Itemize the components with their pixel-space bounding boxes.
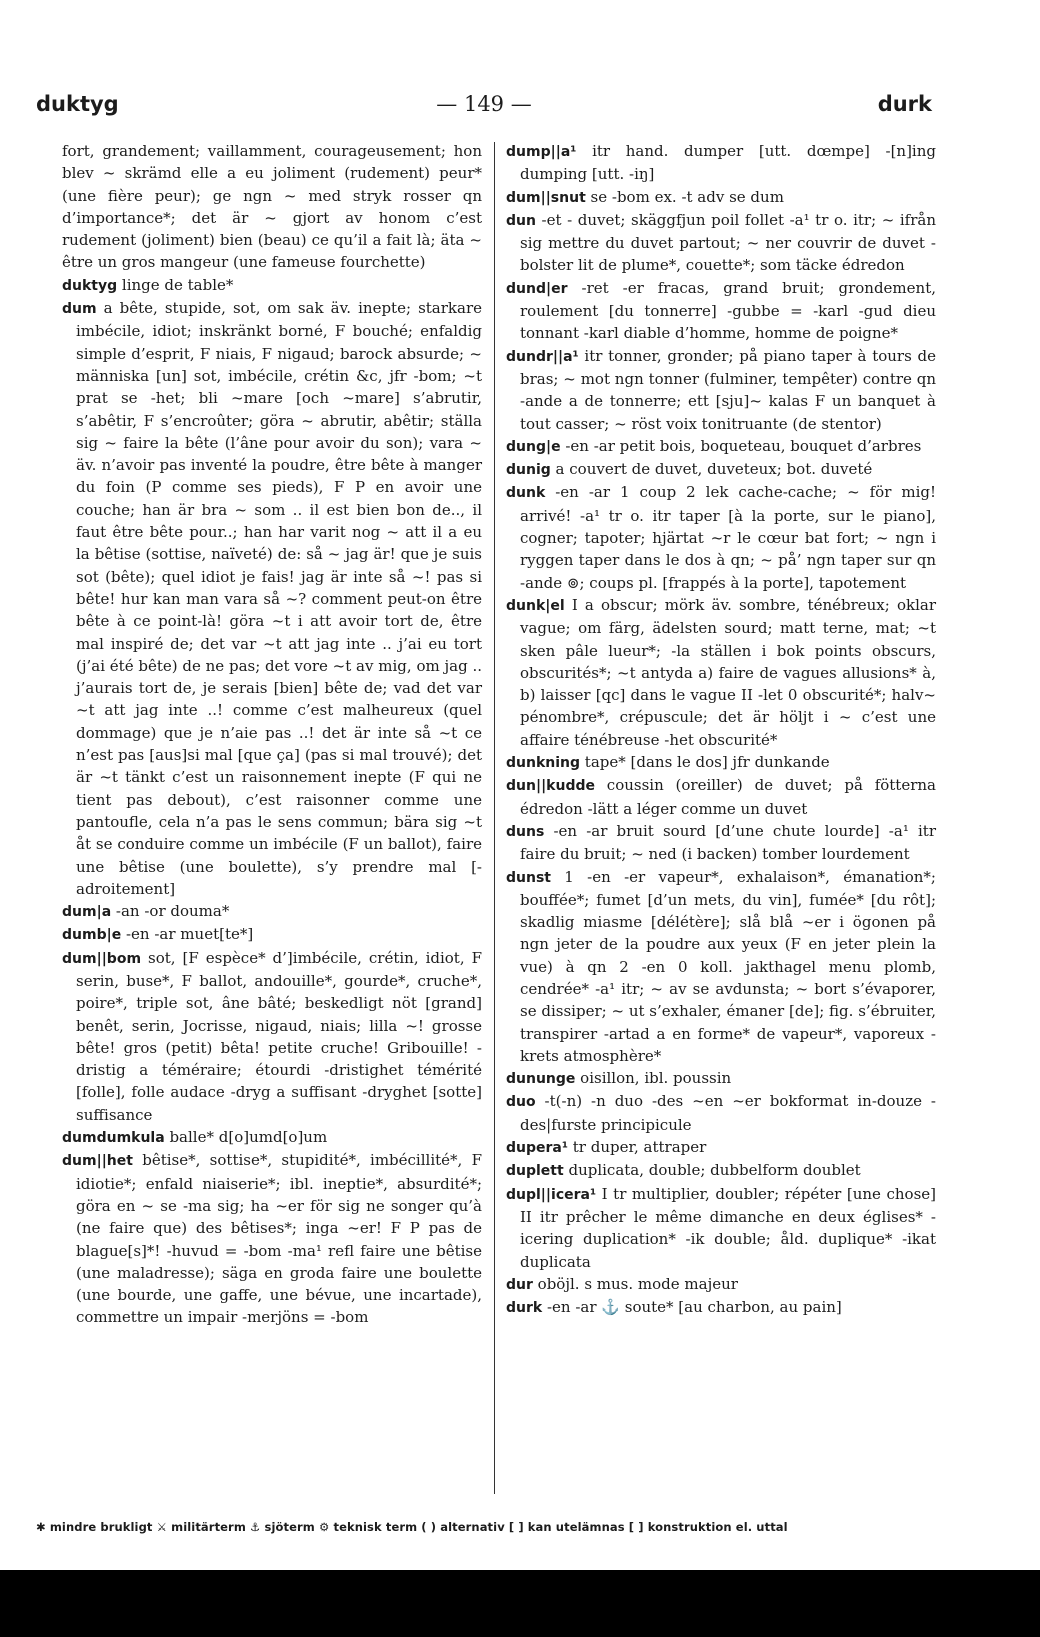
- entry-headword: duo: [506, 1094, 536, 1111]
- entry-text: itr hand. dumper [utt. dœmpe] -[n]ing dumping [utt. -iŋ]: [520, 142, 936, 184]
- entry-headword: dum||snut: [506, 189, 586, 206]
- entry-headword: dung|e: [506, 438, 561, 455]
- dictionary-entry: [506, 1136, 936, 1159]
- entry-headword: dump||a¹: [506, 144, 577, 160]
- dictionary-entry: [62, 274, 482, 297]
- dictionary-entry: [506, 1296, 936, 1319]
- entry-headword: dum||bom: [62, 950, 142, 967]
- entry-headword: duktyg: [62, 277, 118, 294]
- dictionary-entry: [506, 1090, 936, 1136]
- entry-text: duplicata, double; dubbelform doublet: [563, 1161, 861, 1180]
- entry-text: -an -or douma*: [111, 902, 230, 921]
- dictionary-entry: [506, 594, 936, 751]
- entry-text: linge de table*: [117, 275, 234, 294]
- entry-headword: dum: [62, 301, 97, 318]
- dictionary-entry: [506, 1183, 936, 1273]
- legend-footer: ✱ mindre brukligt ⚔ militärterm ⚓ sjöterm ⚙ teknisk term ( ) alternativ [ ] kan utelämnas [ ] konstruktion el. uttal: [36, 1520, 788, 1534]
- entry-text: oböjl. s mus. mode majeur: [532, 1274, 738, 1293]
- entry-text: balle* d[o]umd[o]um: [164, 1128, 328, 1147]
- dictionary-entry: [506, 820, 936, 866]
- entry-text: 1 -en -er vapeur*, exhalaison*, émanation*; bouffée*; fumet [d’un mets, du vin], fumée* [du rôt]; skadlig miasme [délétère]; slå blå ~er i ögonen på ngn jeter de la poudre aux yeux (F en jeter plein la vue) à qn 2 -en 0 koll. jakthagel menu plomb, cendrée* -a¹ itr; ~ av se avdunsta; ~ bort s’évaporer, se dissiper; ~ ut s’exhaler, émaner [de]; fig. s’ébruiter, transpirer -artad a en forme* de vapeur*, vaporeux -krets atmosphère*: [520, 867, 936, 1065]
- dictionary-entry: [62, 140, 482, 274]
- column-divider: [494, 142, 495, 1494]
- entry-headword: dunk: [506, 485, 546, 502]
- page-number: — 149 —: [436, 92, 532, 116]
- left-column: [62, 140, 482, 1329]
- dictionary-entry: [506, 1273, 936, 1296]
- entry-headword: dun: [506, 212, 536, 229]
- dictionary-entry: [506, 209, 936, 277]
- entry-text: -t(-n) -n duo -des ~en ~er bokformat in-douze -des|furste principicule: [520, 1092, 936, 1134]
- entry-text: -en -ar ⚓ soute* [au charbon, au pain]: [542, 1298, 842, 1317]
- scan-border: [0, 1570, 1040, 1637]
- dictionary-entry: [506, 1159, 936, 1182]
- entry-text: coussin (oreiller) de duvet; på fötterna édredon -lätt a léger comme un duvet: [520, 776, 936, 818]
- entry-text: -et - duvet; skäggfjun poil follet -a¹ tr o. itr; ~ ifrån sig mettre du duvet partout; ~ ner couvrir de duvet -bolster lit de plume*, couette*; som täcke édredon: [520, 210, 936, 275]
- entry-text: sot, [F espèce* d’]imbécile, crétin, idiot, F serin, buse*, F ballot, andouille*, gourde*, cruche*, poire*, triple sot, âne bâté; beskedligt nöt [grand] benêt, serin, Jocrisse, nigaud, niais; lilla ~! grosse bête! gros (petit) bêta! petite cruche! Gribouille! -dristig a téméraire; étourdi -dristighet témérité [folle], folle audace -dryg a suffisant -dryghet [sotte] suffisance: [76, 948, 482, 1124]
- entry-text: oisillon, ibl. poussin: [575, 1069, 732, 1088]
- dictionary-entry: [506, 345, 936, 435]
- header-last-word: durk: [877, 92, 932, 116]
- entry-headword: dun||kudde: [506, 778, 595, 795]
- entry-headword: dununge: [506, 1071, 576, 1088]
- dictionary-entry: [506, 140, 936, 186]
- entry-headword: duns: [506, 823, 545, 840]
- dictionary-entry: [62, 923, 482, 946]
- dictionary-entry: [62, 947, 482, 1126]
- dictionary-entry: [506, 481, 936, 593]
- entry-text: se -bom ex. -t adv se dum: [585, 187, 784, 206]
- dictionary-entry: [62, 297, 482, 900]
- entry-text: I tr multiplier, doubler; répéter [une chose] II itr prêcher le même dimanche en deux églises* -icering duplication* -ik double; åld. duplique* -ikat duplicata: [520, 1184, 936, 1271]
- entry-headword: dumb|e: [62, 927, 122, 944]
- dictionary-entry: [506, 435, 936, 458]
- entry-text: I a obscur; mörk äv. sombre, ténébreux; oklar vague; om färg, ädelsten sourd; matt terne, mat; ~t sken pâle lueur*; -la ställen i bok points obscurs, obscurités*; ~t antyda a) faire de vagues allusions* à, b) laisser [qc] dans le vague II -let 0 obscurité*; halv~ pénombre*, crépuscule; det är höljt i ~ c’est une affaire ténébreuse -het obscurité*: [520, 595, 936, 749]
- entry-text: -en -ar petit bois, boqueteau, bouquet d’arbres: [560, 436, 922, 455]
- dictionary-entry: [506, 458, 936, 481]
- entry-headword: dunk|el: [506, 597, 565, 614]
- entry-text: itr tonner, gronder; på piano taper à tours de bras; ~ mot ngn tonner (fulminer, tempêter) contre qn -ande a de tonnerre; ett [sju]~ kalas F un banquet à tout casser; ~ röst voix tonitruante (de stentor): [520, 346, 936, 433]
- entry-headword: dunst: [506, 869, 551, 886]
- entry-text: a couvert de duvet, duveteux; bot. duveté: [550, 460, 873, 479]
- entry-text: tape* [dans le dos] jfr dunkande: [580, 753, 830, 772]
- dictionary-entry: [506, 186, 936, 209]
- entry-text: -en -ar muet[te*]: [121, 925, 254, 944]
- entry-text: bêtise*, sottise*, stupidité*, imbécillité*, F idiotie*; enfald niaiserie*; ibl. ineptie*, absurdité*; göra en ~ se -ma sig; ha ~er för sig ne songer qu’à (ne faire que) des bêtises*; inga ~er! F P pas de blague[s]*! -huvud = -bom -ma¹ refl faire une bêtise (une maladresse); säga en groda faire une boulette (une bourde, une gaffe, une bévue, une incartade), commettre un impair -merjöns = -bom: [76, 1151, 482, 1327]
- header-first-word: duktyg: [36, 92, 119, 116]
- entry-headword: dundr||a¹: [506, 348, 579, 365]
- entry-text: -en -ar 1 coup 2 lek cache-cache; ~ för mig! arrivé! -a¹ tr o. itr taper [à la porte, sur le piano], cogner; tapoter; hjärtat ~r le cœur bat fort; ~ ngn i ryggen taper dans le dos à qn; ~ på’ ngn taper sur qn -ande ⊚; coups pl. [frappés à la porte], tapotement: [520, 483, 936, 592]
- dictionary-entry: [506, 751, 936, 774]
- right-column: [506, 140, 936, 1319]
- dictionary-entry: [62, 1126, 482, 1149]
- entry-headword: dumdumkula: [62, 1130, 165, 1147]
- entry-headword: dum||het: [62, 1153, 133, 1170]
- entry-headword: duplett: [506, 1163, 564, 1180]
- entry-text: fort, grandement; vaillamment, courageusement; hon blev ~ skrämd elle a eu joliment (rudement) peur* (une fière peur); ge ngn ~ med stryk rosser qn d’importance*; det är ~ gjort av honom c’est rudement (joliment) bien (beau) ce qu’il a fait là; äta ~ être un gros mangeur (une fameuse fourchette): [62, 142, 482, 272]
- entry-headword: dunig: [506, 462, 551, 479]
- entry-text: -en -ar bruit sourd [d’une chute lourde] -a¹ itr faire du bruit; ~ ned (i backen) tomber lourdement: [520, 821, 936, 864]
- dictionary-entry: [506, 774, 936, 820]
- dictionary-entry: [506, 277, 936, 345]
- dictionary-entry: [506, 1067, 936, 1090]
- dictionary-entry: [506, 866, 936, 1068]
- entry-headword: durk: [506, 1300, 543, 1317]
- entry-headword: dur: [506, 1276, 533, 1293]
- entry-text: a bête, stupide, sot, om sak äv. inepte; starkare imbécile, idiot; inskränkt borné, F bouché; enfaldig simple d’esprit, F niais, F nigaud; barock absurde; ~ människa [un] sot, imbécile, crétin &c, jfr -bom; ~t prat se -het; bli ~mare [och ~mare] s’abrutir, s’abêtir, F s’encroûter; göra ~ abrutir, abêtir; ställa sig ~ faire la bête (l’âne pour avoir du son); vara ~ äv. n’avoir pas inventé la poudre, être bête à manger du foin (P comme ses pieds), F P en avoir une couche; han är bra ~ som .. il est bien bon de.., il faut être bête pour..; han har varit nog ~ att il a eu la bêtise (sottise, naïveté) de: så ~ jag är! que je suis sot (bête); quel idiot je fais! jag är inte så ~! pas si bête! hur kan man vara så ~? comment peut-on être bête à ce point-là! göra ~t i att avoir tort de, être mal inspiré de; det var ~t att jag inte .. j’ai eu tort (j’ai été bête) de ne pas; det vore ~t av mig, om jag .. j’aurais tort de, je serais [bien] bête de; vad det var ~t att jag inte ..! comme c’est malheureux (quel dommage) que je n’aie pas ..! det är inte så ~t ce n’est pas [aus]si mal [que ça] (pas si mal trouvé); det är ~t tänkt c’est un raisonnement inepte (F qui ne tient pas debout), c’est raisonner comme une pantoufle, cela n’a pas le sens commun; bära sig ~t åt se conduire comme un imbécile (F un ballot), faire une bêtise (une boulette), s’y prendre mal [-adroitement]: [76, 299, 482, 898]
- entry-headword: dund|er: [506, 280, 568, 297]
- page-header: [36, 92, 932, 122]
- dictionary-entry: [62, 1149, 482, 1328]
- entry-headword: dunkning: [506, 755, 581, 772]
- entry-headword: dupera¹: [506, 1140, 568, 1157]
- entry-headword: dum|a: [62, 904, 112, 921]
- entry-text: -ret -er fracas, grand bruit; grondement, roulement [du tonnerre] -gubbe = -karl -gud dieu tonnant -karl diable d’homme, homme de poigne*: [520, 278, 936, 343]
- entry-text: tr duper, attraper: [568, 1138, 707, 1157]
- dictionary-entry: [62, 900, 482, 923]
- entry-headword: dupl||icera¹: [506, 1186, 597, 1203]
